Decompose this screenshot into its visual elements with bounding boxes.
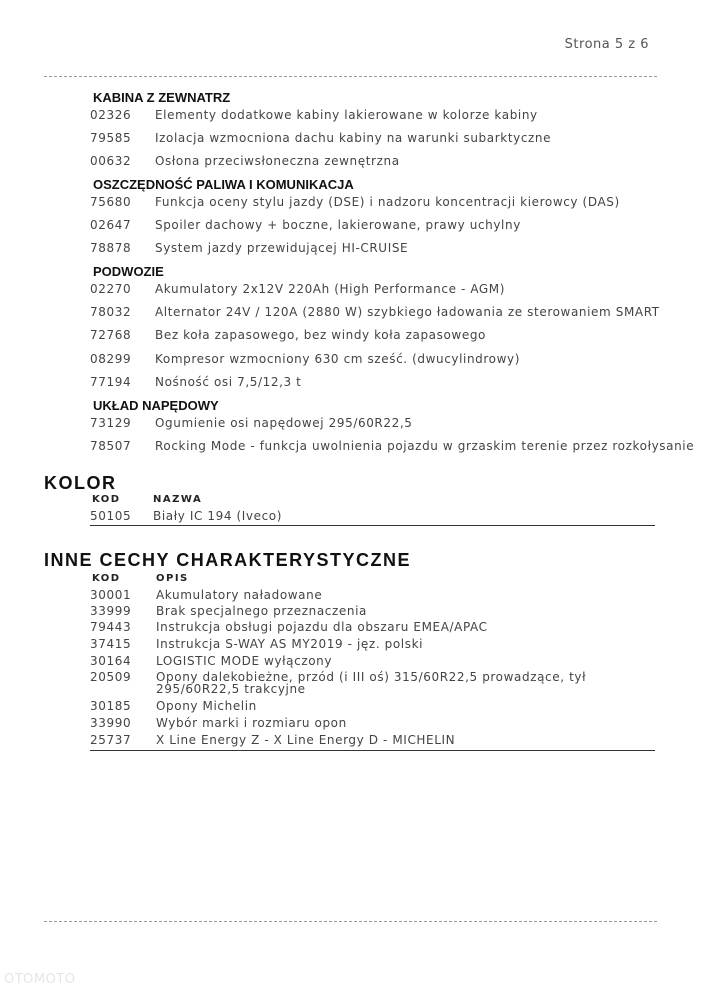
row-desc: Wybór marki i rozmiaru opon	[156, 716, 347, 730]
section-title-podwozie: PODWOZIE	[93, 264, 164, 279]
item-desc: Spoiler dachowy + boczne, lakierowane, prawy uchylny	[155, 218, 521, 232]
row-code: 30001	[90, 588, 132, 602]
list-item	[90, 241, 670, 259]
row-code: 20509	[90, 670, 132, 684]
inne-col-desc: OPIS	[156, 573, 189, 584]
inne-cechy-title: INNE CECHY CHARAKTERYSTYCZNE	[44, 550, 412, 570]
row-code: 33999	[90, 604, 132, 618]
list-item	[90, 282, 670, 300]
page-indicator: Strona 5 z 6	[564, 37, 649, 52]
list-item	[90, 218, 670, 236]
row-desc: LOGISTIC MODE wyłączony	[156, 654, 333, 668]
row-desc: Biały IC 194 (Iveco)	[153, 509, 283, 523]
item-code: 72768	[90, 328, 132, 342]
item-desc: Akumulatory 2x12V 220Ah (High Performance - AGM)	[155, 282, 506, 296]
item-desc: Alternator 24V / 120A (2880 W) szybkiego ładowania ze sterowaniem SMART	[155, 305, 660, 319]
item-code: 00632	[90, 154, 132, 168]
row-code: 33990	[90, 716, 132, 730]
section-title-kabina: KABINA Z ZEWNATRZ	[93, 90, 231, 105]
item-desc: Bez koła zapasowego, bez windy koła zapasowego	[155, 328, 486, 342]
item-desc: Izolacja wzmocniona dachu kabiny na warunki subarktyczne	[155, 131, 552, 145]
row-desc: Akumulatory naładowane	[156, 588, 323, 602]
list-item	[90, 154, 670, 172]
row-desc: Instrukcja obsługi pojazdu dla obszaru EMEA/APAC	[156, 620, 488, 634]
row-desc: X Line Energy Z - X Line Energy D - MICHELIN	[156, 733, 456, 747]
kolor-col-name: NAZWA	[153, 494, 203, 505]
item-desc: Kompresor wzmocniony 630 cm sześć. (dwucylindrowy)	[155, 352, 521, 366]
item-code: 73129	[90, 416, 132, 430]
row-code: 50105	[90, 509, 132, 523]
item-desc: Nośność osi 7,5/12,3 t	[155, 375, 302, 389]
row-desc: Brak specjalnego przeznaczenia	[156, 604, 367, 618]
item-desc: System jazdy przewidującej HI-CRUISE	[155, 241, 409, 255]
row-desc: Opony dalekobieżne, przód (i III oś) 315/60R22,5 prowadzące, tył 295/60R22,5 trakcyjne	[156, 670, 587, 696]
item-code: 77194	[90, 375, 132, 389]
row-code: 79443	[90, 620, 132, 634]
list-item	[90, 131, 670, 149]
list-item	[90, 328, 670, 346]
row-desc: Instrukcja S-WAY AS MY2019 - jęz. polski	[156, 637, 424, 651]
watermark-logo: OTOMOTO	[4, 972, 76, 987]
section-title-uklad-napedowy: UKŁAD NAPĘDOWY	[93, 398, 219, 413]
inne-col-code: KOD	[92, 573, 121, 584]
item-code: 79585	[90, 131, 132, 145]
item-desc: Elementy dodatkowe kabiny lakierowane w kolorze kabiny	[155, 108, 538, 122]
list-item	[90, 352, 670, 370]
list-item	[90, 195, 670, 213]
item-code: 75680	[90, 195, 132, 209]
row-code: 37415	[90, 637, 132, 651]
item-code: 78878	[90, 241, 132, 255]
item-desc: Rocking Mode - funkcja uwolnienia pojazdu w grzaskim terenie przez rozkołysanie	[155, 439, 695, 453]
item-code: 02270	[90, 282, 132, 296]
list-item	[90, 375, 670, 393]
list-item	[90, 305, 670, 323]
inne-table-bottom-rule	[90, 750, 655, 751]
item-code: 02326	[90, 108, 132, 122]
item-code: 02647	[90, 218, 132, 232]
top-divider	[44, 76, 657, 77]
list-item	[90, 108, 670, 126]
list-item	[90, 416, 670, 434]
item-code: 78507	[90, 439, 132, 453]
section-title-oszczednosc: OSZCZĘDNOŚĆ PALIWA I KOMUNIKACJA	[93, 177, 354, 192]
bottom-divider	[44, 921, 657, 922]
item-code: 78032	[90, 305, 132, 319]
item-desc: Osłona przeciwsłoneczna zewnętrzna	[155, 154, 400, 168]
row-desc: Opony Michelin	[156, 699, 257, 713]
item-desc: Funkcja oceny stylu jazdy (DSE) i nadzoru koncentracji kierowcy (DAS)	[155, 195, 620, 209]
kolor-col-code: KOD	[92, 494, 121, 505]
row-code: 25737	[90, 733, 132, 747]
item-code: 08299	[90, 352, 132, 366]
list-item	[90, 439, 695, 457]
kolor-table-bottom-rule	[90, 525, 655, 526]
row-code: 30185	[90, 699, 132, 713]
item-desc: Ogumienie osi napędowej 295/60R22,5	[155, 416, 413, 430]
row-code: 30164	[90, 654, 132, 668]
kolor-title: KOLOR	[44, 473, 117, 493]
